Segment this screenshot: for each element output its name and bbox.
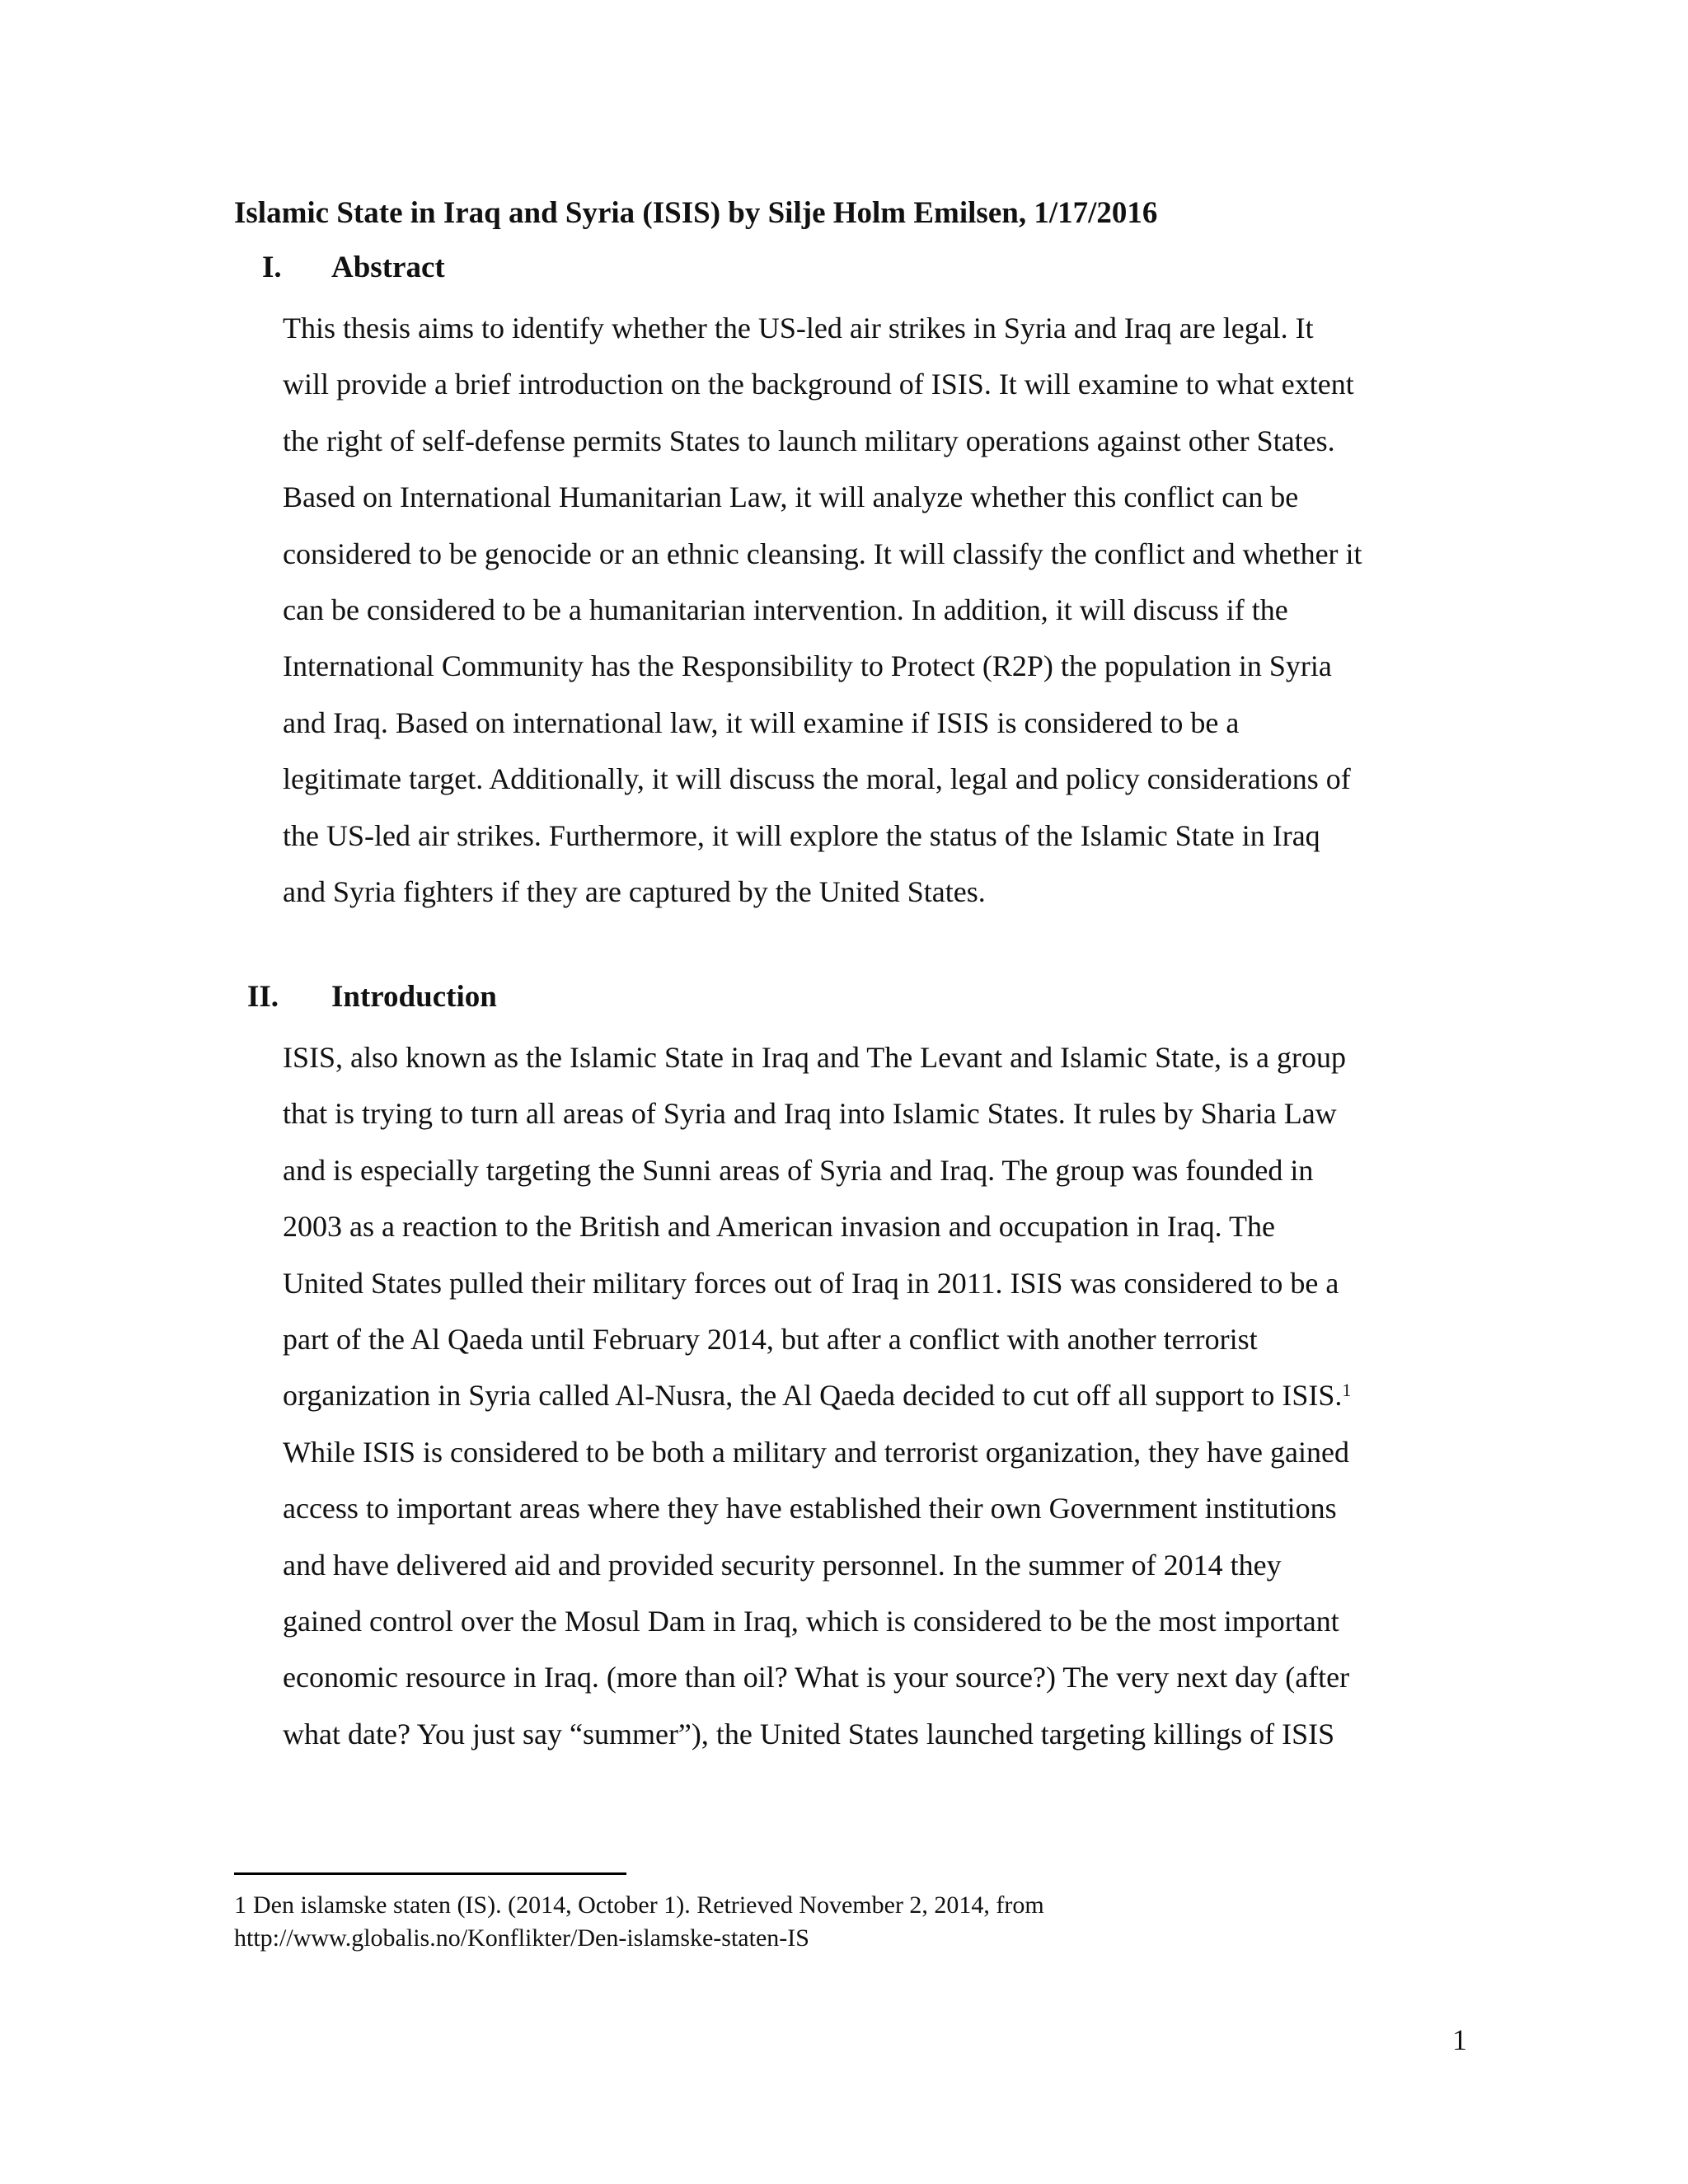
paragraph-line: This thesis aims to identify whether the US-led air strikes in Syria and Iraq are legal. It [283, 312, 1314, 344]
section-number: I. [262, 251, 282, 284]
paragraph-line: United States pulled their military forces out of Iraq in 2011. ISIS was considered to be a [283, 1266, 1339, 1300]
footnote-reference[interactable]: 1 [1342, 1380, 1352, 1401]
section-title: Introduction [331, 980, 497, 1014]
section-heading-introduction [247, 977, 497, 1018]
page-number: 1 [1452, 2023, 1467, 2056]
section-heading-abstract [262, 247, 445, 288]
paragraph-line: will provide a brief introduction on the background of ISIS. It will examine to what extent [283, 368, 1354, 401]
footnote-marker: 1 [234, 1891, 246, 1919]
paragraph-line: the right of self-defense permits States to launch military operations against other States. [283, 424, 1335, 457]
paragraph-line: and Iraq. Based on international law, it will examine if ISIS is considered to be a [283, 705, 1240, 739]
paragraph-line: International Community has the Responsibility to Protect (R2P) the population in Syria [283, 649, 1332, 683]
paragraph-line: part of the Al Qaeda until February 2014, but after a conflict with another terrorist [283, 1322, 1258, 1356]
paragraph-line: economic resource in Iraq. (more than oil? What is your source?) The very next day (after [283, 1661, 1350, 1694]
document-title: Islamic State in Iraq and Syria (ISIS) by Silje Holm Emilsen, 1/17/2016 [234, 196, 1158, 230]
footnote-url[interactable]: http://www.globalis.no/Konflikter/Den-islamske-staten-IS [234, 1924, 809, 1952]
paragraph-line: the US-led air strikes. Furthermore, it will explore the status of the Islamic State in Iraq [283, 818, 1320, 852]
paragraph-line: access to important areas where they have established their own Government institutions [283, 1492, 1337, 1526]
paragraph-line: ISIS, also known as the Islamic State in Iraq and The Levant and Islamic State, is a group [283, 1041, 1347, 1074]
paragraph-line: legitimate target. Additionally, it will discuss the moral, legal and policy considerations of [283, 762, 1351, 796]
paragraph-line: considered to be genocide or an ethnic cleansing. It will classify the conflict and whether it [283, 537, 1362, 570]
paragraph-line: and Syria fighters if they are captured by the United States. [283, 874, 986, 908]
section-number: II. [247, 980, 279, 1014]
introduction-paragraph [283, 1029, 1486, 1762]
paragraph-line: what date? You just say “summer”), the United States launched targeting killings of ISIS [283, 1717, 1335, 1750]
footnote-separator [234, 1872, 626, 1875]
paragraph-line: that is trying to turn all areas of Syria and Iraq into Islamic States. It rules by Sharia Law [283, 1097, 1337, 1131]
paragraph-line: can be considered to be a humanitarian intervention. In addition, it will discuss if the [283, 593, 1288, 626]
footnote-citation: Den islamske staten (IS). (2014, October 1). Retrieved November 2, 2014, from [253, 1891, 1044, 1919]
paragraph-line: While ISIS is considered to be both a military and terrorist organization, they have gained [283, 1435, 1349, 1469]
paragraph-line: and have delivered aid and provided security personnel. In the summer of 2014 they [283, 1548, 1282, 1582]
abstract-paragraph [283, 300, 1486, 920]
paragraph-line: 2003 as a reaction to the British and American invasion and occupation in Iraq. The [283, 1210, 1275, 1244]
paragraph-line: and is especially targeting the Sunni areas of Syria and Iraq. The group was founded in [283, 1153, 1314, 1187]
paragraph-line-text: organization in Syria called Al-Nusra, the Al Qaeda decided to cut off all support to ISIS. [283, 1379, 1343, 1413]
section-title: Abstract [331, 251, 445, 284]
paragraph-line: gained control over the Mosul Dam in Iraq, which is considered to be the most important [283, 1604, 1339, 1638]
paragraph-line-with-footnote [283, 1367, 1486, 1423]
paragraph-line: Based on International Humanitarian Law, it will analyze whether this conflict can be [283, 480, 1299, 514]
footnote [234, 1889, 1044, 1955]
footnote-line [234, 1889, 1044, 1922]
